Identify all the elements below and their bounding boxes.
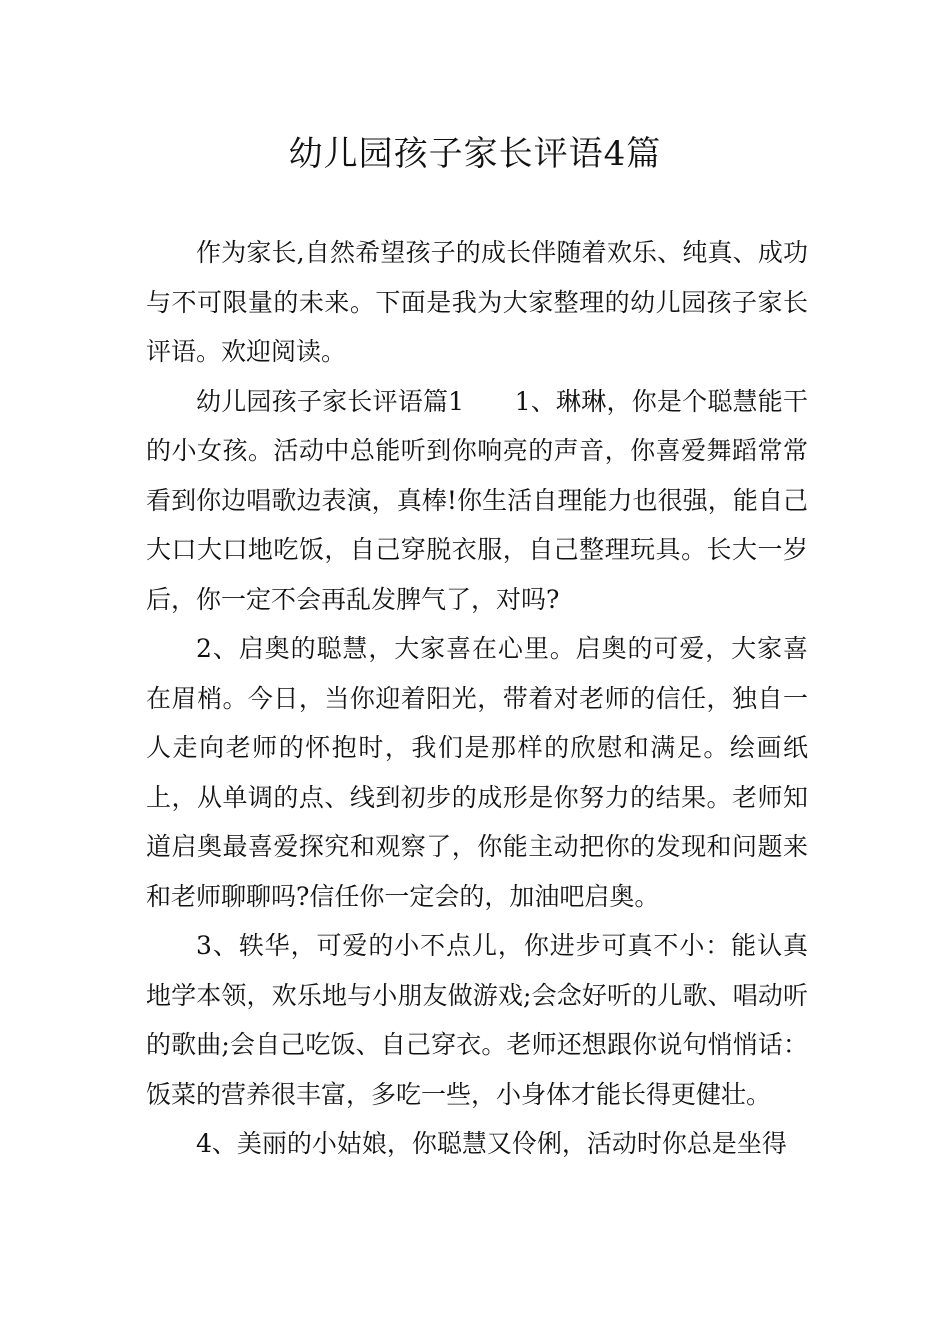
comment-paragraph-1: 幼儿园孩子家长评语篇1 1、琳琳，你是个聪慧能干的小女孩。活动中总能听到你响亮的声音，你喜爱舞蹈常常看到你边唱歌边表演，真棒!你生活自理能力也很强，能自己大口大口地吃饭，自己穿脱衣服，自己整理玩具。长大一岁后，你一定不会再乱发脾气了，对吗?: [146, 386, 808, 614]
document-body: [146, 228, 808, 1169]
comment-paragraph-4: 4、美丽的小姑娘，你聪慧又伶俐，活动时你总是坐得: [196, 1129, 787, 1158]
comment-paragraph-3: 3、轶华，可爱的小不点儿，你进步可真不小：能认真地学本领，欢乐地与小朋友做游戏;会念好听的儿歌、唱动听的歌曲;会自己吃饭、自己穿衣。老师还想跟你说句悄悄话：饭菜的营养很丰富，多吃一些，小身体才能长得更健壮。: [146, 931, 808, 1109]
intro-paragraph: 作为家长,自然希望孩子的成长伴随着欢乐、纯真、成功与不可限量的未来。下面是我为大家整理的幼儿园孩子家长评语。欢迎阅读。: [146, 238, 808, 366]
comment-paragraph-2: 2、启奥的聪慧，大家喜在心里。启奥的可爱，大家喜在眉梢。今日，当你迎着阳光，带着对老师的信任，独自一人走向老师的怀抱时，我们是那样的欣慰和满足。绘画纸上，从单调的点、线到初步的成形是你努力的结果。老师知道启奥最喜爱探究和观察了，你能主动把你的发现和问题来和老师聊聊吗?信任你一定会的，加油吧启奥。: [146, 634, 808, 911]
document-title: 幼儿园孩子家长评语4篇: [288, 134, 662, 174]
